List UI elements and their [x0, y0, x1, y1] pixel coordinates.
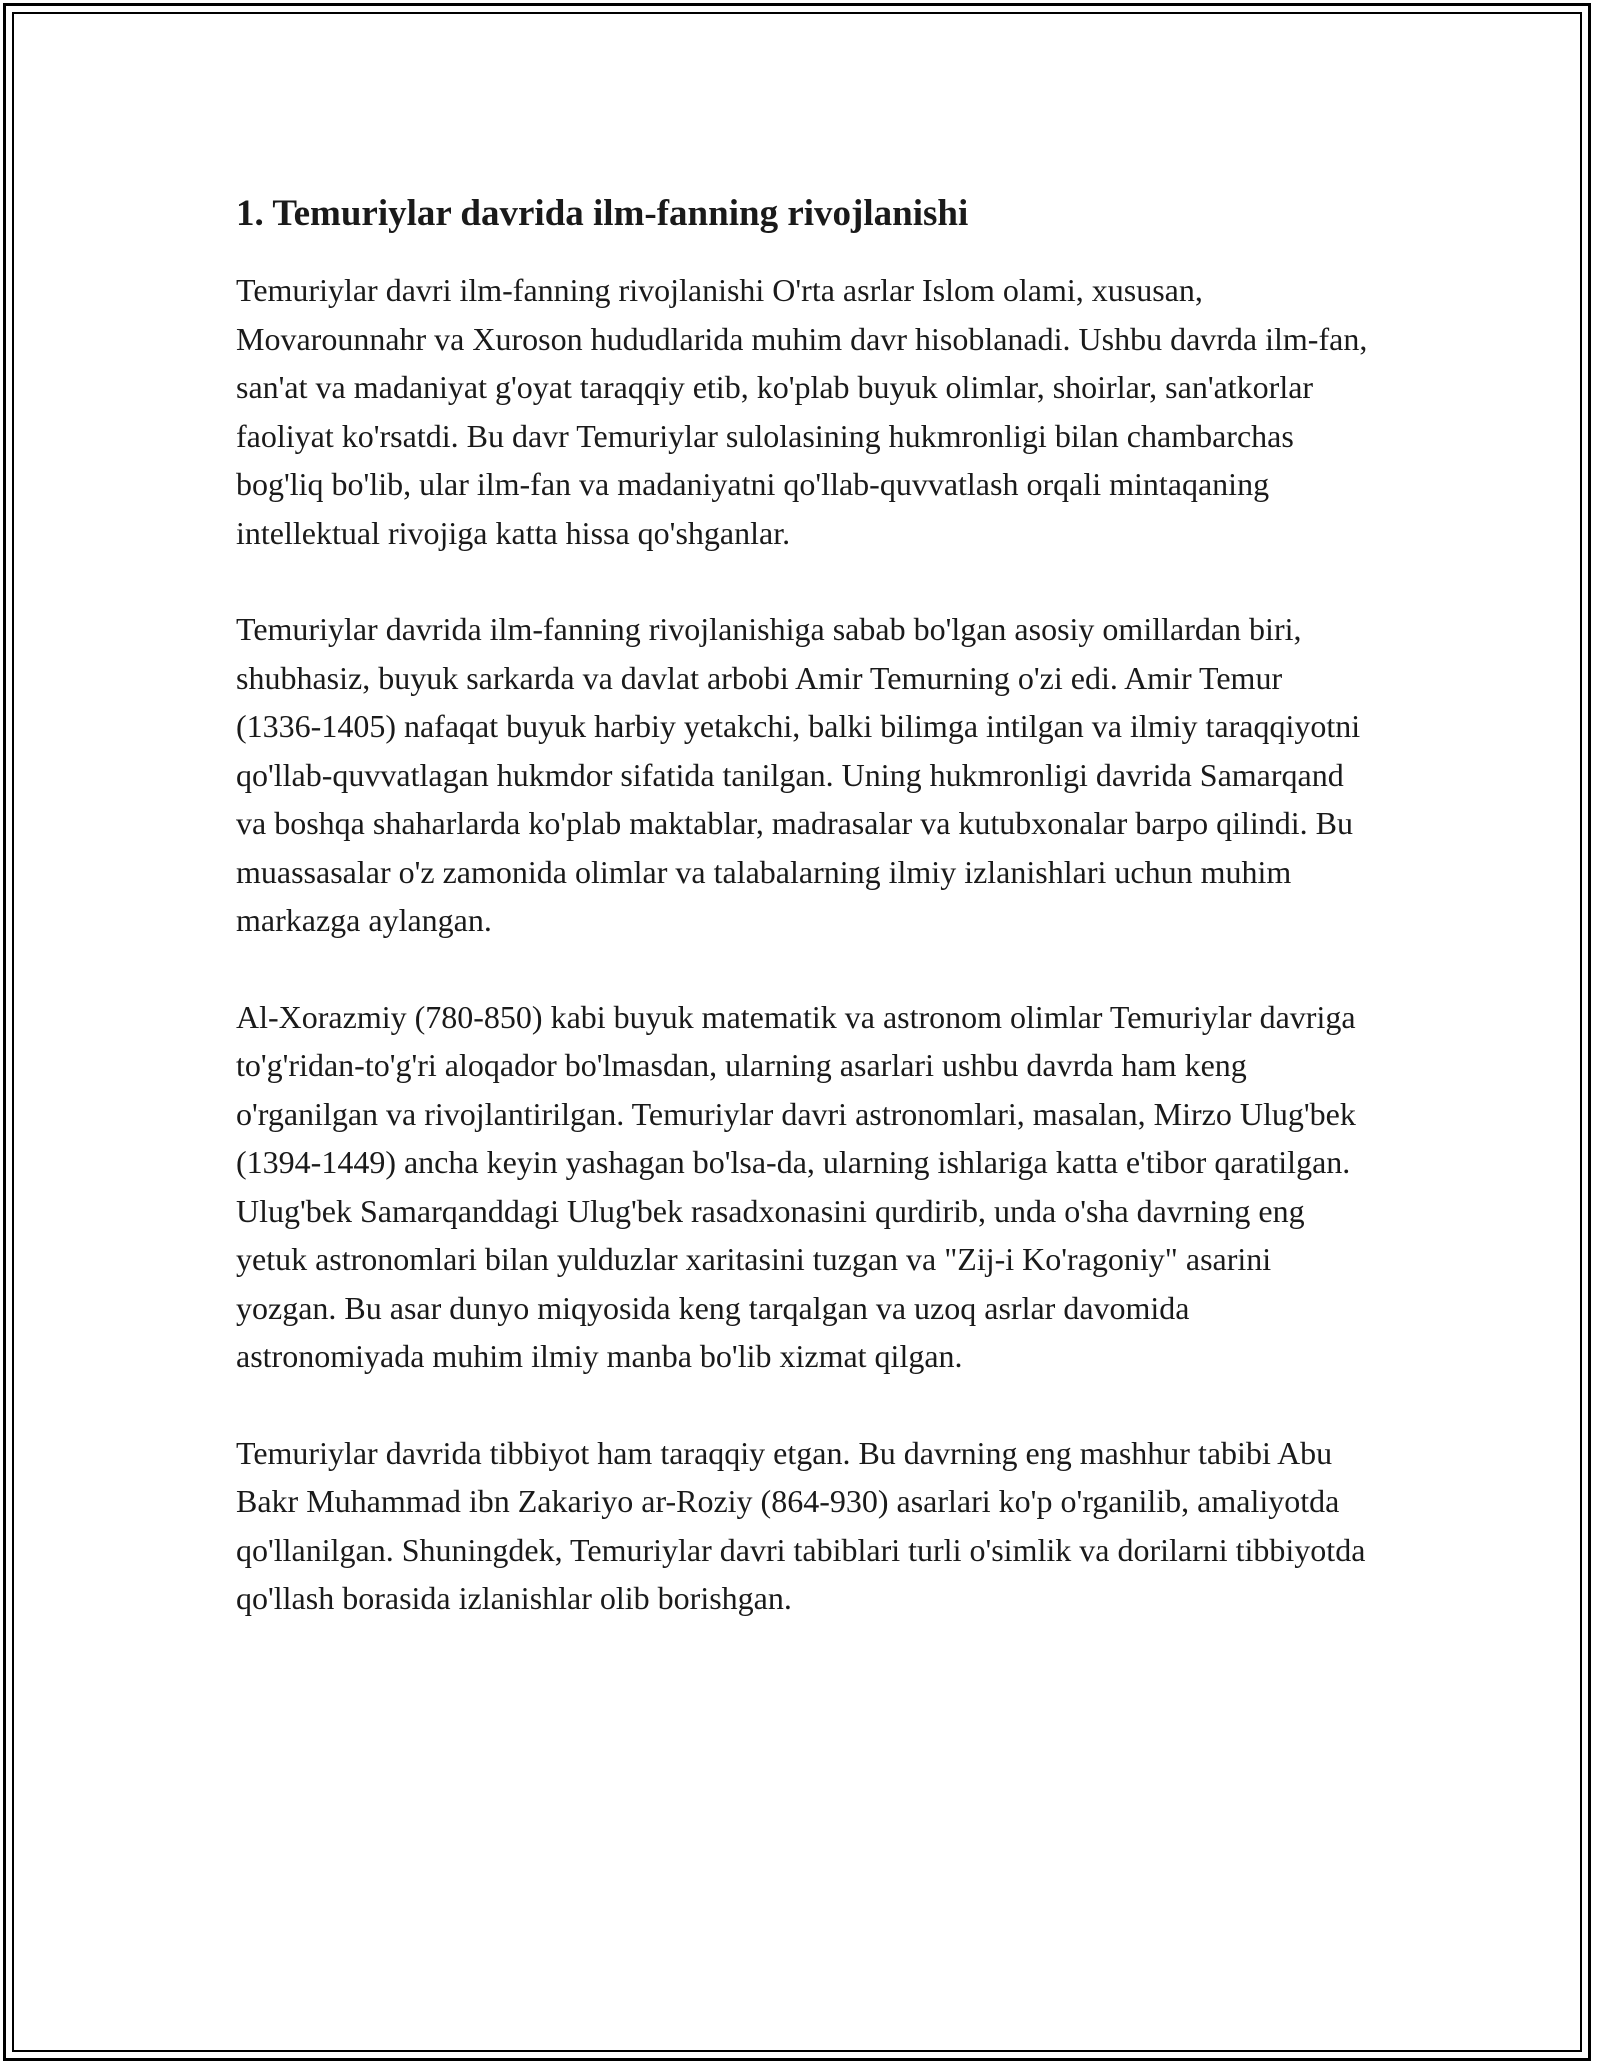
document-body [236, 188, 1371, 1671]
paragraph-amir-temur: Temuriylar davrida ilm-fanning rivojlanishiga sabab bo'lgan asosiy omillardan biri, shubhasiz, buyuk sarkarda va davlat arbobi Amir Temurning o'zi edi. Amir Temur (1336-1405) nafaqat buyuk harbiy yetakchi, balki bilimga intilgan va ilmiy taraqqiyotni qo'llab-quvvatlagan hukmdor sifatida tanilgan. Uning hukmronligi davrida Samarqand va boshqa shaharlarda ko'plab maktablar, madrasalar va kutubxonalar barpo qilindi. Bu muassasalar o'z zamonida olimlar va talabalarning ilmiy izlanishlari uchun muhim markazga aylangan. [236, 611, 1361, 938]
paragraph-intro: Temuriylar davri ilm-fanning rivojlanishi O'rta asrlar Islom olami, xususan, Movarounnahr va Xuroson hududlarida muhim davr hisoblanadi. Ushbu davrda ilm-fan, san'at va madaniyat g'oyat taraqqiy etib, ko'plab buyuk olimlar, shoirlar, san'atkorlar faoliyat ko'rsatdi. Bu davr Temuriylar sulolasining hukmronligi bilan chambarchas bog'liq bo'lib, ular ilm-fan va madaniyatni qo'llab-quvvatlash orqali mintaqaning intellektual rivojiga katta hissa qo'shganlar. [236, 272, 1368, 551]
paragraph-astronomy: Al-Xorazmiy (780-850) kabi buyuk matematik va astronom olimlar Temuriylar davriga to'g'ridan-to'g'ri aloqador bo'lmasdan, ularning asarlari ushbu davrda ham keng o'rganilgan va rivojlantirilgan. Temuriylar davri astronomlari, masalan, Mirzo Ulug'bek (1394-1449) ancha keyin yashagan bo'lsa-da, ularning ishlariga katta e'tibor qaratilgan. Ulug'bek Samarqanddagi Ulug'bek rasadxonasini qurdirib, unda o'sha davrning eng yetuk astronomlari bilan yulduzlar xaritasini tuzgan va "Zij-i Ko'ragoniy" asarini yozgan. Bu asar dunyo miqyosida keng tarqalgan va uzoq asrlar davomida astronomiyada muhim ilmiy manba bo'lib xizmat qilgan. [236, 998, 1356, 1374]
section-heading: 1. Temuriylar davrida ilm-fanning rivojlanishi [236, 193, 969, 234]
paragraph-medicine: Temuriylar davrida tibbiyot ham taraqqiy etgan. Bu davrning eng mashhur tabibi Abu Bakr Muhammad ibn Zakariyo ar-Roziy (864-930) asarlari ko'p o'rganilib, amaliyotda qo'llanilgan. Shuningdek, Temuriylar davri tabiblari turli o'simlik va dorilarni tibbiyotda qo'llash borasida izlanishlar olib borishgan. [236, 1434, 1366, 1616]
